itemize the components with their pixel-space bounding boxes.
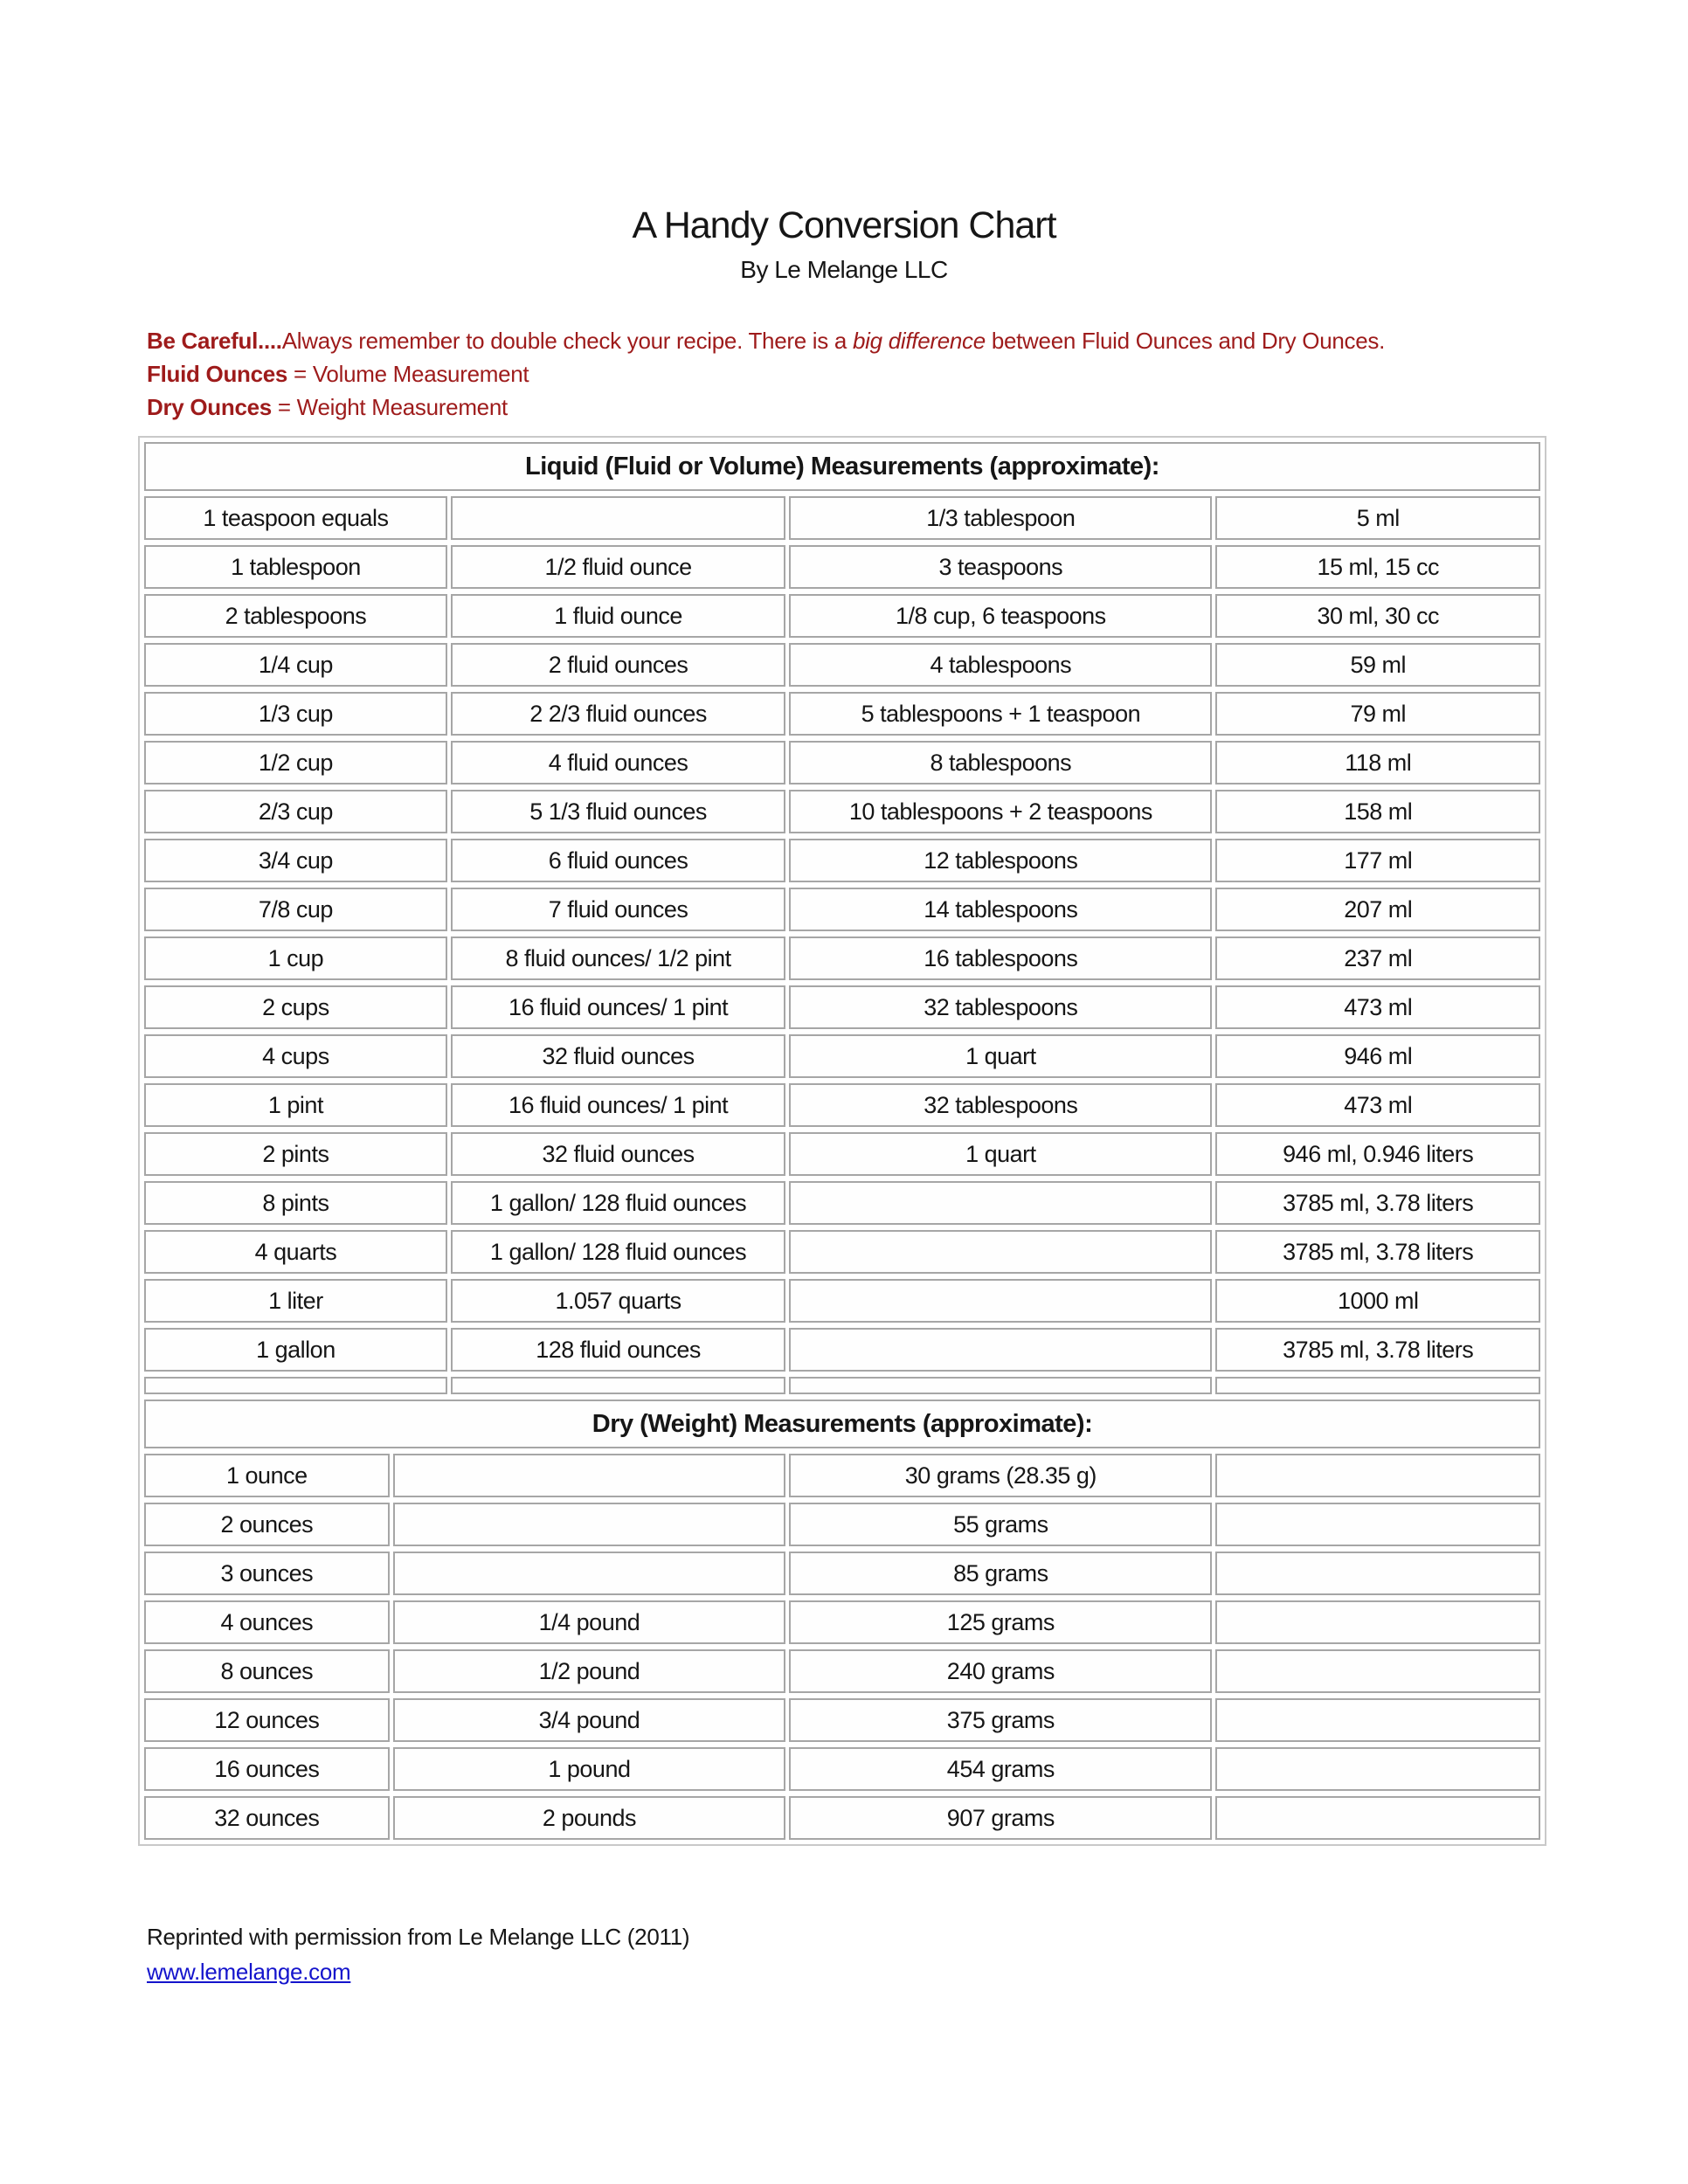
table-cell: 3785 ml, 3.78 liters bbox=[1215, 1328, 1540, 1372]
table-cell: 1/2 fluid ounce bbox=[451, 545, 785, 589]
table-cell: 1 gallon/ 128 fluid ounces bbox=[451, 1230, 785, 1274]
table-cell: 8 tablespoons bbox=[789, 741, 1212, 784]
warning-careful-bold: Be Careful.... bbox=[147, 328, 282, 354]
warning-line-dry bbox=[147, 390, 1543, 424]
table-cell bbox=[1215, 1600, 1540, 1644]
table-cell: 1 teaspoon equals bbox=[144, 496, 447, 540]
spacer-cell bbox=[451, 1377, 785, 1394]
table-cell bbox=[1215, 1503, 1540, 1546]
table-cell bbox=[451, 496, 785, 540]
table-cell bbox=[1215, 1649, 1540, 1693]
table-cell: 8 pints bbox=[144, 1181, 447, 1225]
table-cell: 10 tablespoons + 2 teaspoons bbox=[789, 790, 1212, 833]
table-cell: 240 grams bbox=[789, 1649, 1212, 1693]
warning-line-careful bbox=[147, 324, 1543, 357]
table-cell: 7/8 cup bbox=[144, 888, 447, 931]
table-cell: 1 cup bbox=[144, 936, 447, 980]
conversion-table bbox=[138, 436, 1546, 1846]
table-cell bbox=[789, 1279, 1212, 1323]
warning-fluid-bold: Fluid Ounces bbox=[147, 361, 288, 387]
table-cell: 158 ml bbox=[1215, 790, 1540, 833]
table-cell: 454 grams bbox=[789, 1747, 1212, 1791]
table-cell: 207 ml bbox=[1215, 888, 1540, 931]
table-cell: 473 ml bbox=[1215, 985, 1540, 1029]
website-link[interactable]: www.lemelange.com bbox=[147, 1959, 351, 1985]
table-cell: 2 2/3 fluid ounces bbox=[451, 692, 785, 736]
table-cell: 1/8 cup, 6 teaspoons bbox=[789, 594, 1212, 638]
table-cell: 5 ml bbox=[1215, 496, 1540, 540]
warning-careful-text-1: Always remember to double check your recipe. There is a bbox=[281, 328, 853, 354]
reprint-notice: Reprinted with permission from Le Melange LLC (2011) bbox=[147, 1924, 690, 1950]
table-cell: 2 ounces bbox=[144, 1503, 390, 1546]
table-cell bbox=[393, 1552, 786, 1595]
table-cell: 4 quarts bbox=[144, 1230, 447, 1274]
table-cell: 1/3 cup bbox=[144, 692, 447, 736]
table-cell: 1 ounce bbox=[144, 1454, 390, 1497]
table-cell: 1/4 cup bbox=[144, 643, 447, 687]
table-cell: 3785 ml, 3.78 liters bbox=[1215, 1230, 1540, 1274]
spacer-cell bbox=[144, 1377, 447, 1394]
table-cell: 3/4 pound bbox=[393, 1698, 786, 1742]
table-cell: 125 grams bbox=[789, 1600, 1212, 1644]
table-cell: 907 grams bbox=[789, 1796, 1212, 1840]
warning-careful-italic: big difference bbox=[852, 328, 986, 354]
table-cell: 1 gallon/ 128 fluid ounces bbox=[451, 1181, 785, 1225]
table-cell bbox=[1215, 1796, 1540, 1840]
liquid-measurements-table bbox=[144, 442, 1540, 1394]
table-cell: 32 fluid ounces bbox=[451, 1132, 785, 1176]
table-cell: 32 tablespoons bbox=[789, 1083, 1212, 1127]
warning-dry-bold: Dry Ounces bbox=[147, 394, 272, 420]
table-cell bbox=[1215, 1454, 1540, 1497]
table-cell: 12 ounces bbox=[144, 1698, 390, 1742]
warning-careful-text-2: between Fluid Ounces and Dry Ounces. bbox=[985, 328, 1386, 354]
table-cell: 16 fluid ounces/ 1 pint bbox=[451, 985, 785, 1029]
footer bbox=[147, 1919, 1688, 1989]
table-cell: 15 ml, 15 cc bbox=[1215, 545, 1540, 589]
page-title: A Handy Conversion Chart bbox=[632, 204, 1056, 246]
table-cell: 8 fluid ounces/ 1/2 pint bbox=[451, 936, 785, 980]
table-cell: 237 ml bbox=[1215, 936, 1540, 980]
table-cell: 2 tablespoons bbox=[144, 594, 447, 638]
table-cell: 16 fluid ounces/ 1 pint bbox=[451, 1083, 785, 1127]
warning-block bbox=[147, 324, 1543, 424]
table-cell bbox=[789, 1181, 1212, 1225]
table-cell bbox=[1215, 1698, 1540, 1742]
table-cell: 32 ounces bbox=[144, 1796, 390, 1840]
table-cell: 3 teaspoons bbox=[789, 545, 1212, 589]
table-cell: 4 cups bbox=[144, 1034, 447, 1078]
table-cell: 16 ounces bbox=[144, 1747, 390, 1791]
table-cell: 8 ounces bbox=[144, 1649, 390, 1693]
warning-fluid-text: = Volume Measurement bbox=[287, 361, 529, 387]
table-cell: 6 fluid ounces bbox=[451, 839, 785, 882]
table-cell: 4 fluid ounces bbox=[451, 741, 785, 784]
table-cell: 2 pounds bbox=[393, 1796, 786, 1840]
table-cell: 473 ml bbox=[1215, 1083, 1540, 1127]
table-cell: 375 grams bbox=[789, 1698, 1212, 1742]
table-cell: 1 pint bbox=[144, 1083, 447, 1127]
dry-table-header: Dry (Weight) Measurements (approximate): bbox=[144, 1400, 1540, 1448]
table-cell: 1/2 pound bbox=[393, 1649, 786, 1693]
table-cell: 2/3 cup bbox=[144, 790, 447, 833]
table-cell: 4 ounces bbox=[144, 1600, 390, 1644]
table-cell: 1000 ml bbox=[1215, 1279, 1540, 1323]
table-cell: 1.057 quarts bbox=[451, 1279, 785, 1323]
warning-dry-text: = Weight Measurement bbox=[271, 394, 508, 420]
table-cell: 946 ml bbox=[1215, 1034, 1540, 1078]
table-cell bbox=[789, 1328, 1212, 1372]
table-cell bbox=[393, 1454, 786, 1497]
table-cell: 2 pints bbox=[144, 1132, 447, 1176]
table-cell: 79 ml bbox=[1215, 692, 1540, 736]
table-cell bbox=[789, 1230, 1212, 1274]
table-cell: 1 tablespoon bbox=[144, 545, 447, 589]
table-cell: 3 ounces bbox=[144, 1552, 390, 1595]
table-cell: 1 pound bbox=[393, 1747, 786, 1791]
table-cell: 128 fluid ounces bbox=[451, 1328, 785, 1372]
liquid-table-header: Liquid (Fluid or Volume) Measurements (approximate): bbox=[144, 442, 1540, 491]
table-cell: 30 grams (28.35 g) bbox=[789, 1454, 1212, 1497]
table-cell: 2 cups bbox=[144, 985, 447, 1029]
table-cell: 32 fluid ounces bbox=[451, 1034, 785, 1078]
table-cell: 1 fluid ounce bbox=[451, 594, 785, 638]
table-cell: 3/4 cup bbox=[144, 839, 447, 882]
table-cell: 30 ml, 30 cc bbox=[1215, 594, 1540, 638]
table-cell: 14 tablespoons bbox=[789, 888, 1212, 931]
table-cell: 85 grams bbox=[789, 1552, 1212, 1595]
table-cell: 1 gallon bbox=[144, 1328, 447, 1372]
table-cell: 4 tablespoons bbox=[789, 643, 1212, 687]
table-cell: 1 liter bbox=[144, 1279, 447, 1323]
table-cell: 12 tablespoons bbox=[789, 839, 1212, 882]
table-cell bbox=[393, 1503, 786, 1546]
warning-line-fluid bbox=[147, 357, 1543, 390]
table-cell: 7 fluid ounces bbox=[451, 888, 785, 931]
spacer-cell bbox=[1215, 1377, 1540, 1394]
table-cell: 177 ml bbox=[1215, 839, 1540, 882]
table-cell: 16 tablespoons bbox=[789, 936, 1212, 980]
table-cell: 118 ml bbox=[1215, 741, 1540, 784]
dry-measurements-table bbox=[144, 1400, 1540, 1840]
table-cell: 3785 ml, 3.78 liters bbox=[1215, 1181, 1540, 1225]
table-cell: 59 ml bbox=[1215, 643, 1540, 687]
table-cell: 32 tablespoons bbox=[789, 985, 1212, 1029]
table-cell: 2 fluid ounces bbox=[451, 643, 785, 687]
table-cell bbox=[1215, 1747, 1540, 1791]
table-cell: 946 ml, 0.946 liters bbox=[1215, 1132, 1540, 1176]
table-cell: 1 quart bbox=[789, 1132, 1212, 1176]
table-cell: 1 quart bbox=[789, 1034, 1212, 1078]
spacer-cell bbox=[789, 1377, 1212, 1394]
table-cell: 5 1/3 fluid ounces bbox=[451, 790, 785, 833]
table-cell: 55 grams bbox=[789, 1503, 1212, 1546]
table-cell: 1/4 pound bbox=[393, 1600, 786, 1644]
table-cell: 5 tablespoons + 1 teaspoon bbox=[789, 692, 1212, 736]
table-cell: 1/2 cup bbox=[144, 741, 447, 784]
page-subtitle: By Le Melange LLC bbox=[740, 256, 948, 283]
table-cell: 1/3 tablespoon bbox=[789, 496, 1212, 540]
table-cell bbox=[1215, 1552, 1540, 1595]
